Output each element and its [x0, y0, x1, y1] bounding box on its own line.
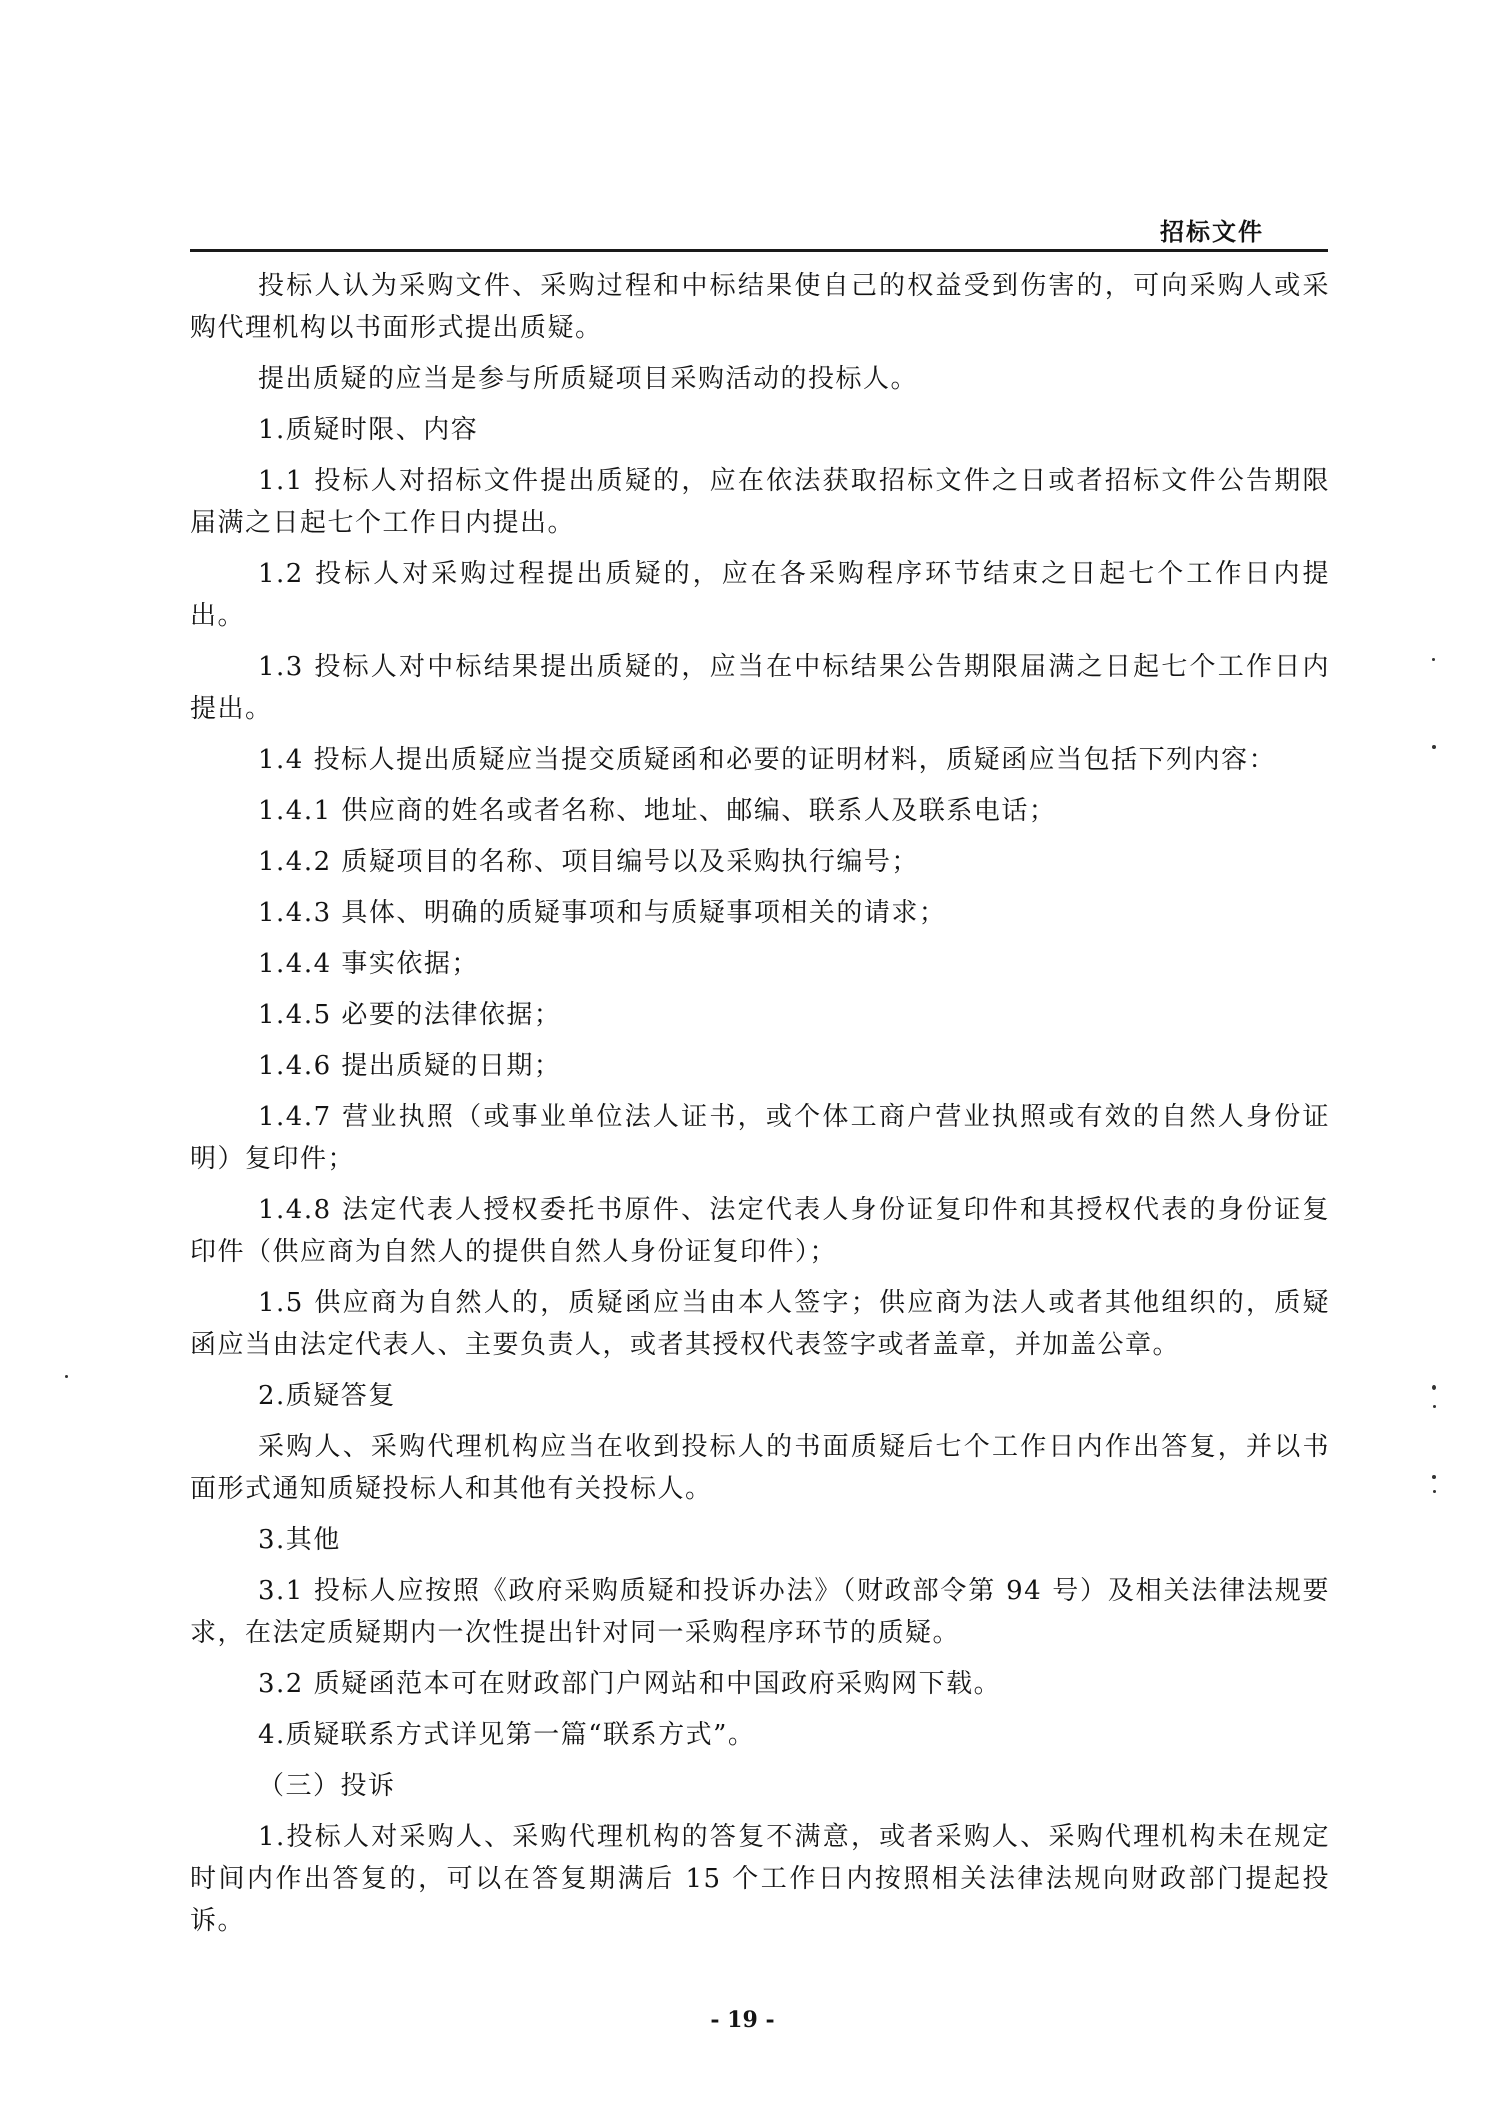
paragraph: 提出质疑的应当是参与所质疑项目采购活动的投标人。 — [258, 364, 919, 394]
paragraph: 1.4.2 质疑项目的名称、项目编号以及采购执行编号； — [258, 847, 919, 877]
paragraph: 1.4.5 必要的法律依据； — [258, 1000, 562, 1030]
paragraph: 投标人认为采购文件、采购过程和中标结果使自己的权益受到伤害的，可向采购人或采购代理机构以书面形式提出质疑。 — [190, 271, 1330, 343]
paragraph: 1.4.1 供应商的姓名或者名称、地址、邮编、联系人及联系电话； — [258, 796, 1057, 826]
paragraph: 1.4.6 提出质疑的日期； — [258, 1051, 562, 1081]
paragraph: 采购人、采购代理机构应当在收到投标人的书面质疑后七个工作日内作出答复，并以书面形式通知质疑投标人和其他有关投标人。 — [190, 1432, 1330, 1504]
body-text — [190, 265, 1330, 1951]
header-rule — [190, 249, 1328, 252]
page-number: - 19 - — [710, 2007, 775, 2033]
scan-speck — [1432, 1385, 1436, 1390]
paragraph: 3.其他 — [258, 1525, 341, 1555]
paragraph: 1.2 投标人对采购过程提出质疑的，应在各采购程序环节结束之日起七个工作日内提出。 — [190, 559, 1330, 631]
paragraph: 1.4.7 营业执照（或事业单位法人证书，或个体工商户营业执照或有效的自然人身份证明）复印件； — [190, 1102, 1330, 1174]
scan-speck — [1432, 1475, 1436, 1479]
paragraph: （三）投诉 — [258, 1771, 396, 1801]
paragraph: 1.1 投标人对招标文件提出质疑的，应在依法获取招标文件之日或者招标文件公告期限届满之日起七个工作日内提出。 — [190, 466, 1330, 538]
scan-speck — [1432, 745, 1436, 749]
scan-speck — [1433, 1405, 1436, 1408]
paragraph: 3.1 投标人应按照《政府采购质疑和投诉办法》（财政部令第 94 号）及相关法律法规要求，在法定质疑期内一次性提出针对同一采购程序环节的质疑。 — [190, 1576, 1330, 1648]
paragraph: 1.5 供应商为自然人的，质疑函应当由本人签字；供应商为法人或者其他组织的，质疑函应当由法定代表人、主要负责人，或者其授权代表签字或者盖章，并加盖公章。 — [190, 1288, 1330, 1360]
paragraph: 1.投标人对采购人、采购代理机构的答复不满意，或者采购人、采购代理机构未在规定时间内作出答复的，可以在答复期满后 15 个工作日内按照相关法律法规向财政部门提起投诉。 — [190, 1822, 1330, 1936]
paragraph: 4.质疑联系方式详见第一篇“联系方式”。 — [258, 1720, 756, 1750]
paragraph: 2.质疑答复 — [258, 1381, 396, 1411]
paragraph: 3.2 质疑函范本可在财政部门户网站和中国政府采购网下载。 — [258, 1669, 1002, 1699]
paragraph: 1.3 投标人对中标结果提出质疑的，应当在中标结果公告期限届满之日起七个工作日内提出。 — [190, 652, 1330, 724]
paragraph: 1.4.8 法定代表人授权委托书原件、法定代表人身份证复印件和其授权代表的身份证复印件（供应商为自然人的提供自然人身份证复印件）； — [190, 1195, 1330, 1267]
paragraph: 1.4 投标人提出质疑应当提交质疑函和必要的证明材料，质疑函应当包括下列内容： — [258, 745, 1277, 775]
paragraph: 1.4.4 事实依据； — [258, 949, 479, 979]
scan-speck — [65, 1375, 68, 1378]
paragraph: 1.质疑时限、内容 — [258, 415, 479, 445]
scan-speck — [1432, 658, 1435, 661]
header-label: 招标文件 — [1160, 218, 1264, 246]
scan-speck — [1433, 1490, 1436, 1493]
paragraph: 1.4.3 具体、明确的质疑事项和与质疑事项相关的请求； — [258, 898, 947, 928]
